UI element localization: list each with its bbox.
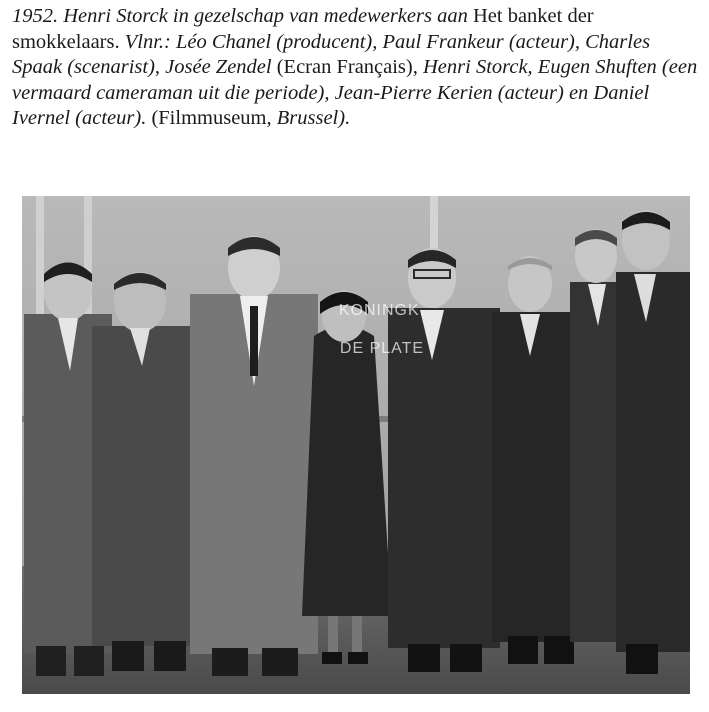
caption-date-intro: 1952. Henri Storck in gezelschap van medewerkers aan — [12, 5, 468, 27]
watermark-line-1: KONINGK. — [338, 302, 426, 319]
photograph-image — [22, 196, 690, 694]
caption-film-title: Het banket der smokkelaars. — [12, 5, 594, 53]
caption-source-city: Brussel). — [276, 107, 351, 129]
photo-caption — [12, 4, 702, 132]
watermark-line-2: DE PLATE — [339, 340, 425, 357]
caption-source: (Filmmuseum, — [151, 107, 272, 129]
caption-people-list: Vlnr.: Léo Chanel (producent), Paul Frankeur (acteur), Charles Spaak (scenarist), Josée Zendel — [12, 30, 651, 78]
group-photograph — [22, 196, 690, 694]
caption-publication: (Ecran Français), — [276, 56, 418, 78]
watermark — [327, 292, 437, 368]
caption-people-list-continued: Henri Storck, Eugen Shuften (een vermaard cameraman uit die periode), Jean-Pierre Kerien (acteur) en Daniel Ivernel (acteur). — [12, 56, 698, 129]
